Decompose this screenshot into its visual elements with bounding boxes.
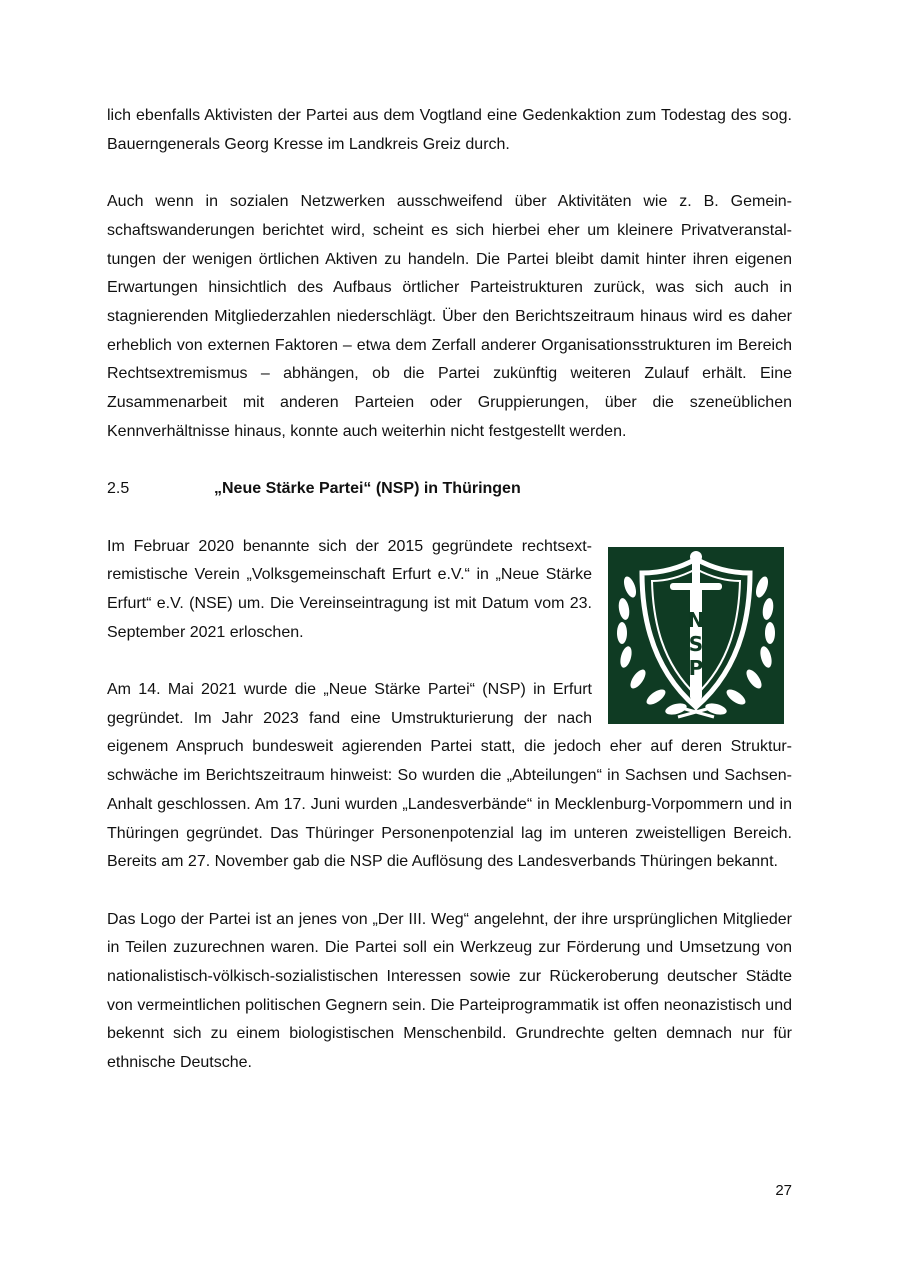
paragraph-social-networks: Auch wenn in sozialen Netzwerken ausschweifend über Aktivitäten wie z. B. Gemeinschaftswanderungen berichtet wird, scheint es sich hierbei eher um kleinere Privatveranstaltungen der wenigen örtlichen Aktiven zu handeln. Die Partei bleibt damit hinter ihren eigenen Erwartungen hinsichtlich des Aufbaus örtlicher Parteistrukturen zurück, was sich auch in stagnierenden Mitgliederzahlen niederschlägt. Über den Berichtszeitraum hinaus wird es daher erheblich von externen Faktoren – etwa dem Zerfall anderer Organisationsstrukturen im Bereich Rechtsextremismus – abhängen, ob die Partei zukünftig weiteren Zulauf erhält. Eine Zusammenarbeit mit anderen Parteien oder Gruppierungen, über die szeneüblichen Kennverhältnisse hinaus, konnte auch weiterhin nicht festgestellt werden. xyxy=(107,193,792,440)
page-number: 27 xyxy=(775,1182,792,1199)
svg-text:P: P xyxy=(688,655,704,680)
paragraph-logo-ideology: Das Logo der Partei ist an jenes von „Der III. Weg“ angelehnt, der ihre ursprünglichen Mitglieder in Teilen zuzurechnen waren. Die Partei soll ein Werkzeug zur Förderung und Umsetzung von nationalistisch-völkisch-sozialistischen Interessen sowie zur Rückeroberung deutscher Städte von vermeintlichen politischen Gegnern sein. Die Parteiprogrammatik ist offen neonazistisch und bekennt sich zu einem biologistischen Menschenbild. Grundrechte gelten demnach nur für ethnische Deutsche. xyxy=(107,910,792,1072)
svg-text:N: N xyxy=(687,607,705,632)
svg-text:S: S xyxy=(688,631,704,656)
section-number: 2.5 xyxy=(107,480,130,498)
section-title: „Neue Stärke Partei“ (NSP) in Thüringen xyxy=(214,480,521,498)
paragraph-nse-renaming: Im Februar 2020 benannte sich der 2015 gegründete rechtsextremistische Verein „Volksgemeinschaft Erfurt e.V.“ in „Neue Stärke Erfurt“ e.V. (NSE) um. Die Vereinseintragung ist mit Datum vom 23. September 2021 erloschen. xyxy=(107,537,592,641)
paragraph-intro: lich ebenfalls Aktivisten der Partei aus dem Vogtland eine Gedenkaktion zum Todestag des sog. Bauerngenerals Georg Kresse im Landkreis Greiz durch. xyxy=(107,107,792,153)
section-heading xyxy=(107,475,792,504)
paragraph-nsp-founding: Am 14. Mai 2021 wurde die „Neue Stärke Partei“ (NSP) in Erfurt gegründet. Im Jahr 2023 fand eine Umstrukturierung der nach eigenem Anspruch bundesweit agierenden Partei statt, die jedoch eher auf deren Strukturschwäche im Berichtszeitraum hinweist: So wurden die „Abteilungen“ in Sachsen und Sachsen-Anhalt geschlossen. Am 17. Juni wurden „Landesverbände“ in Mecklenburg-Vorpommern und in Thüringen gegründet. Das Thüringer Personenpotenzial lag im unteren zweistelligen Bereich. Bereits am 27. November gab die NSP die Auflösung des Landesverbands Thüringen bekannt. xyxy=(107,681,792,871)
page-body xyxy=(107,102,792,1078)
nsp-logo-image xyxy=(608,547,784,724)
